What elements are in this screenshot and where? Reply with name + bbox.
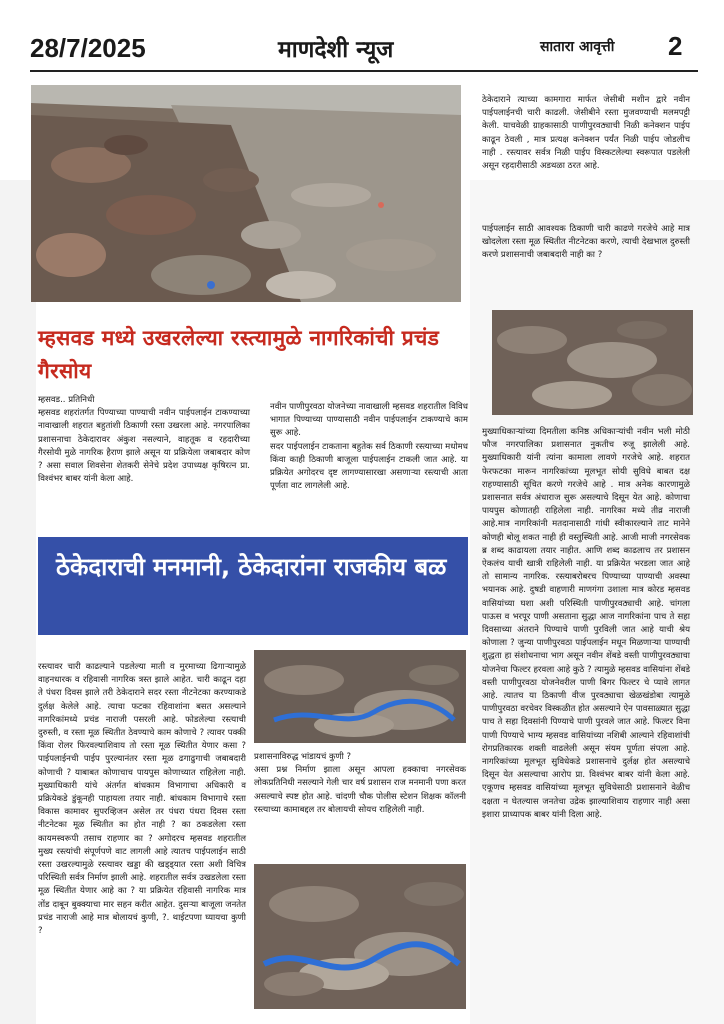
middle-column-article: प्रशासनाविरुद्ध भांडायचं कुणी ? असा प्रश्न निर्माण झाला असून आपला हक्काचा नगरसेवक लोकप्रतिनिधी नसल्याने गेली चार वर्ष प्रशासन राज मनमानी पणा करत असल्याचे स्पष्ट होत आहे. चांदणी चौक पोलीस स्टेशन शिक्षक कॉलनी रस्त्याच्या कामाबद्दल तर बोलायची सोयच राहिलेली नाही. [254, 752, 466, 815]
page-number: 2 [668, 31, 683, 61]
masthead [0, 0, 724, 75]
background-shape-left [0, 180, 36, 1024]
header-rule [30, 70, 698, 72]
pipe-photo-2 [254, 864, 466, 1009]
left-column-article: रस्त्यावर चारी काढल्याने पडलेल्या माती व मुरमाच्या ढिगाऱ्यामुळे वाहनधारक व रहिवासी नागरिक त्रस्त झाले आहेत. चारी काढून दहा ते पंधरा दिवस झाले तरी ठेकेदाराने सदर रस्ता नीटनेटका करण्याकडे दुर्लक्ष केलेले आहे. त्याचा फटका रहिवाशांना बसत असल्याने नागरिकांमध्ये प्रचंड नाराजी पसरली आहे. फोडलेल्या रस्त्याची दुरुस्ती, व रस्ता मूळ स्थितीत ठेवण्याचे काम कोणाचे ? त्यावर पक्की किंवा रोलर फिरवल्याशिवाय तो रस्ता मूळ स्थितीत येणार कसा ? पाईपलाईनची पाईप पुरल्यानंतर रस्ता मूळ ढगाढुगाची जबाबदारी कोणाची ? याबाबत कोणाचाच पायपुस कोणाच्यात राहिलेला नाही. मुख्याधिकारी यांचे अंतर्गत बांधकाम विभागाचा अधिकारी व प्रक्रियेकडे डुंकूनही पाहायला तयार नाही. बांधकाम विभागाचे रस्ता विकास कामावर सुपरव्हिजन असेल तर पंधरा पंधरा दिवस रस्ता नीटनेटका मूळ स्थितीत का होत नाही ? का ठकडलेला रस्ता कायमस्वरूपी तसाच राहणार का ? अगोदरच म्हसवड शहरातील मुख्य रस्त्यांची संपूर्णपणे वाट लागली आहे त्यातच पाईपलाईन साठी रस्ता उखरल्यामुळे रस्त्यावर खड्डा की खड्ड्यात रस्ता अशी विचित्र परिस्थिती सर्वत्र निर्माण झाली आहे. शहरातील सर्वत्र उखडलेला रस्ता मूळ स्थितीत येणार आहे का ? या प्रक्रियेत रहिवासी नागरिक मात्र तोंड दाबून बुक्क्याचा मार सहन करीत आहेत. दुसऱ्या बाजूला जनतेत प्रचंड नाराजी आहे मात्र बोलायचं कुणी, ?. थाईटपणा घ्यायचा कुणी ? [38, 662, 246, 937]
debris-photo [492, 310, 693, 415]
subheadline-text: ठेकेदाराची मनमानी, ठेकेदारांना राजकीय बळ [56, 553, 447, 581]
right-column-article-1: ठेकेदाराने त्याच्या कामगारा मार्फत जेसीबी मशीन द्वारे नवीन पाईपलाईनची चारी काढली. जेसीबीने रस्ता मुजवण्याची मलमपट्टी केली. याचवेळी ग्राहकासाठी पाणीपुरवठ्याची निळी कनेक्शन पाईप काढून ठेवली , मात्र प्रत्यक्ष कनेक्शन पर्यंत निळी पाईप जोडलीच नाही . रस्त्यावर सर्वत्र निळी पाईप विस्कटलेल्या स्वरूपात पडलेली असून रहदारीसाठी अडथळा ठरत आहे. [482, 95, 690, 172]
main-headline: म्हसवड मध्ये उखरलेल्या रस्त्यामुळे नागरिकांची प्रचंड गैरसोय [38, 326, 440, 383]
right-column-article-2: पाईपलाईन साठी आवश्यक ठिकाणी चारी काढणे गरजेचे आहे मात्र खोदलेला रस्ता मूळ स्थितीत नीटनेटका करणे, त्याची देखभाल दुरुस्ती करणे प्रशासनाची जबाबदारी नाही का ? [482, 224, 690, 261]
intro-body: म्हसवड शहरांतर्गत पिण्याच्या पाण्याची नवीन पाईपलाईन टाकण्याच्या नावाखाली शहरात बहुतांशी ठिकाणी रस्ता उखरला आहे. नगरपालिका प्रशासनाचा ठेकेदारावर अंकुश नसल्याने, वाहतूक व रहदारीच्या गैरसोयी मुळे नागरिक हैराण झाले असून या प्रक्रियेला जबाबदार कोण ? असा सवाल शिवसेना शेतकरी सेनेचे प्रदेश उपाध्यक्ष कृषिरत्न प्रा. विश्वंभर बाबर यांनी केला आहे. [38, 408, 250, 485]
right-column-article-3: मुख्याधिकाऱ्यांच्या दिमतीला कनिष्ठ अधिकाऱ्यांची नवीन भली मोठी फौज नगरपालिका प्रशासनात नुकतीच रुजू झालेली आहे. मुख्याधिकारी यांनी त्यांना कामाला लावणे गरजेचे आहे. शहरात फेरफटका मारून नागरिकांच्या मूलभूत सोयी सुविधे बाबत दक्ष राहण्यासाठी सूचित करणे गरजेचे आहे . मात्र अनेक कारणामुळे प्रशासनात सर्वत्र अंधाराज सुरू असल्याचे दिसून येत आहे. कोणाचा पायपुस कोणातही राहिलेला नाही. नागरिका मध्ये तीव्र नाराजी आहे.मात्र नागरिकांनी मतदानासाठी गांधी स्वीकारल्याने ताट मानेने कोणही बोलू शकत नाही ही वस्तुस्थिती आहे. आजी माजी नगरसेवक ब्र शब्द काढायला तयार नाहीत. आणि शब्द काढलाच तर प्रशासन ऐकलंच याची खात्री राहिलेली नाही. या प्रक्रियेत भरडला जात आहे तो सामान्य नागरिक. रस्त्याबरोबरच पिण्याच्या पाण्याची अवस्था भयानक आहे. दुषडी वाहणारी माणगंगा उशाला मात्र कोरड म्हसवड वासियांच्या घशा अशी परिस्थिती पाणीपुरवठ्याची आहे. चांगला पाऊस व भरपूर पाणी असताना सुद्धा आज नागरिकांना पाच ते सहा दिवसाच्या अंतराने पिण्याचे पाणी पुरविली जात आहे याची श्रेय कोणाला ? जुन्या पाणीपुरवठा पाईपलाईन मधून मिळणाऱ्या पाण्याची शुद्धता हा संशोधनाचा भाग असून नवीन शेंबडे वस्ती पाणीपुरवठ्याचा योजनेचा फिल्टर हरवला आहे कुठे ? त्यामुळे म्हसवड वासियांना शेंबडे वस्ती पाणीपुरवठा योजनेवरील पाणी बिगर फिल्टर चे प्यावे लागत आहे. त्यातच या ठिकाणी वीज पुरवठ्याचा खेळखंडोबा त्यामुळे पाणीपुरवठा वरचेवर विस्कळीत होत असल्याने ऐन पावसाळ्यात सुद्धा पाच ते सहा दिवसांनी पिण्याचे पाणी पुरवले जात आहे. फिल्टर विना पाणी पिण्याचे भाग्य म्हसवड वासियांच्या नशिबी आल्याने रहिवाशांची रोगप्रतिकारक शक्ती वाढलेली असून संयम पूर्णता संपला आहे. नागरिकांच्या मूलभूत सुविधेकडे प्रशासनाचे दुर्लक्ष होत असल्याचे दिसून येत असल्याचा आरोप प्रा. विश्वंभर बाबर यांनी केला आहे. एकूणच म्हसवड वासियांच्या मूलभूत सुविधेसाठी प्रशासनाने वेळीच दक्षता न घेतल्यास जनतेचा उद्रेक झाल्याशिवाय राहणार नाही असा इशारा प्राध्यापक बाबर यांनी दिला आहे. [482, 427, 690, 820]
intro-right-article: नवीन पाणीपुरवठा योजनेच्या नावाखाली म्हसवड शहरातील विविध भागात पिण्याच्या पाण्यासाठी नवीन पाईपलाईन टाकण्याचे काम सुरू आहे. सदर पाईपलाईन टाकताना बहुतेक सर्व ठिकाणी रस्त्याच्या मधोमध किंवा काही ठिकाणी बाजूला पाईपलाईन टाकली जात आहे. या प्रक्रियेत अगोदरच दृष्ट लागण्यासारखा असणाऱ्या रस्त्याची आता पूर्णता वाट लागलेली आहे. [270, 402, 468, 492]
intro-byline: म्हसवड.. प्रतिनिधी [38, 395, 95, 405]
issue-date: 28/7/2025 [30, 33, 146, 63]
pipe-photo-1 [254, 650, 466, 743]
intro-article [38, 394, 250, 486]
main-road-photo [31, 85, 461, 302]
edition-label: सातारा आवृत्ती [540, 39, 615, 55]
subheadline-banner [38, 537, 468, 635]
newspaper-name: माणदेशी न्यूज [278, 36, 394, 63]
